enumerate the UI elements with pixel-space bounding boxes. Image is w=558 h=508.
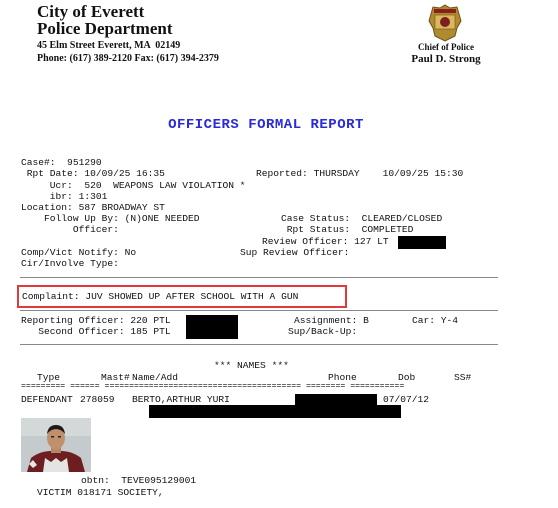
divider <box>20 344 498 345</box>
col-mast: Mast# <box>101 372 130 383</box>
col-type: Type <box>37 372 61 383</box>
follow-up-by: Follow Up By: (N)ONE NEEDED <box>21 213 200 224</box>
case-status: Case Status: CLEARED/CLOSED <box>281 213 443 224</box>
city-name: City of Everett <box>37 2 145 21</box>
complaint: Complaint: JUV SHOWED UP AFTER SCHOOL WITH A GUN <box>22 291 299 302</box>
assignment: Assignment: B <box>294 315 369 326</box>
divider <box>20 277 498 278</box>
col-ss: SS# <box>454 372 472 383</box>
row-type: DEFENDANT <box>21 394 73 405</box>
col-name: Name/Add <box>132 372 179 383</box>
location: Location: 587 BROADWAY ST <box>21 202 165 213</box>
row-dob: 07/07/12 <box>383 394 430 405</box>
redaction-bar <box>186 315 238 339</box>
row-mast: 278059 <box>80 394 115 405</box>
reporting-officer: Reporting Officer: 220 PTL <box>21 315 171 326</box>
ibr-code: ibr: 1:301 <box>21 191 108 202</box>
second-officer: Second Officer: 185 PTL <box>21 326 171 337</box>
divider <box>20 310 498 311</box>
police-badge-icon <box>428 4 462 42</box>
report-title: OFFICERS FORMAL REPORT <box>168 117 364 133</box>
column-underline: ========= ====== ======================================== ======== =========== <box>21 382 405 391</box>
chief-title: Chief of Police <box>418 42 474 52</box>
obtn-number: obtn: TEVE095129001 <box>81 475 197 486</box>
car: Car: Y-4 <box>412 315 459 326</box>
report-status: Rpt Status: COMPLETED <box>281 224 414 235</box>
cir-involve-type: Cir/Involve Type: <box>21 258 119 269</box>
redaction-bar <box>398 236 446 249</box>
department-name: Police Department <box>37 19 173 38</box>
report-date: Rpt Date: 10/09/25 16:35 <box>21 168 165 179</box>
comp-vict-notify: Comp/Vict Notify: No <box>21 247 137 258</box>
department-address: 45 Elm Street Everett, MA 02149 <box>37 40 181 51</box>
officer-field: Officer: <box>21 224 119 235</box>
col-dob: Dob <box>398 372 416 383</box>
defendant-photo <box>21 418 91 472</box>
ucr-code: Ucr: 520 WEAPONS LAW VIOLATION * <box>21 180 246 191</box>
names-heading: *** NAMES *** <box>214 360 289 371</box>
sup-review-officer: Sup Review Officer: <box>240 247 350 258</box>
row-name: BERTO,ARTHUR YURI <box>132 394 230 405</box>
chief-name: Paul D. Strong <box>411 53 481 65</box>
case-number: Case#: 951290 <box>21 157 102 168</box>
department-phones: Phone: (617) 389-2120 Fax: (617) 394-2379 <box>37 53 219 64</box>
review-officer: Review Officer: 127 LT <box>262 236 389 247</box>
sup-back-up: Sup/Back-Up: <box>288 326 358 337</box>
reported-date: Reported: THURSDAY 10/09/25 15:30 <box>256 168 464 179</box>
col-phone: Phone <box>328 372 357 383</box>
victim-row: VICTIM 018171 SOCIETY, <box>37 487 164 498</box>
redaction-bar <box>149 405 401 418</box>
